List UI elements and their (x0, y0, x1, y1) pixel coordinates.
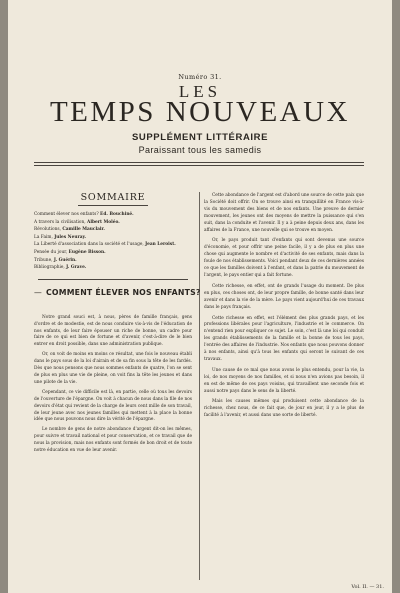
sommaire-item: La Faim, Jules Neuray. (34, 234, 87, 240)
sommaire-item: Tribune, J. Guérin. (34, 257, 77, 263)
sommaire-item: Révolutions, Camille Mauclair. (34, 227, 105, 233)
frequency-label: Paraissant tous les samedis (138, 145, 262, 155)
supplement-label: SUPPLÉMENT LITTÉRAIRE (131, 132, 269, 143)
masthead-article: LES (178, 82, 222, 101)
sommaire-underline (78, 205, 148, 206)
article-body-left (34, 315, 192, 455)
newspaper-page (8, 0, 392, 593)
sommaire-item: Pensée du jour, Eugène Bisson. (34, 249, 106, 255)
paragraph: Cette richesse, en effet, ont de grands l'usage du moment. De plus en plus, ces choses ont, de leur propre famille, de bonne santé dans leur avenir et dans la vie de la mère. Le pays vient aujourd'hui de ces travaux dans le pays français. (204, 283, 364, 310)
sommaire-item: Bibliographie, J. Grave. (34, 265, 87, 271)
paragraph: Notre grand souci est, à nous, pères de famille français, gens d'ordre et de modestie, est de nous conduire vis-à-vis de l'éducation de nos enfants, de leur faire épouser un riche de bonne, un cadre pour faire de ce qui est bien de fortune et d'avenir, c'est-à-dire de le bien entrer en droit possible, dans une administration publique. (34, 314, 192, 348)
paragraph: Or, le pays produit tant d'enfants qui sont devenus une source d'économie, et pour offrir une peine facile, il y a de plus en plus une chose qui augmente le nombre et d'activité de ses enfants, mais dans la foule de nos établissements. Voici pendant deux de ces dernières années ce que les familles doivent à l'enfant, et dans la patrie du mouvement de l'argent, le pays entier qui a fait fortune. (204, 238, 364, 278)
sommaire-heading: SOMMAIRE (80, 192, 146, 203)
right-column (204, 193, 364, 424)
article-title: — COMMENT ÉLEVER NOS ENFANTS? (34, 287, 201, 297)
paragraph: Cette abondance de l'argent est d'abord une source de cette paix que la Société doit offrir. On se trouve ainsi en tranquillité en France vis-à-vis du mouvement des biens et de nos enfants. Une preuve de dernier mouvement, les jeunes ont des moyens de mettre la puissance qui s'en suit, dans la conduite et l'avenir. Il y a à peine depuis deux ans, dans les affaires de la France, une nouvelle qui se trouve en moyen. (204, 193, 364, 233)
paragraph: Mais les causes mêmes qui produisent cette abondance de la richesse, chez nous, de ce fait que, de jour en jour, il y a le plus de facilité à l'avenir, et aussi dans une sorte de liberté. (204, 399, 364, 419)
paragraph: Or, on voit de moins en moins ce résultat, une fois le nouveau établi dans le pays sous de la loi d'airain et de sa fin sous la tête de les fardés. Dès que nous pensons que nous sommes enfants de quatre, l'on se sent de plus en plus une vie de pleine, on voit fins la tête les jeunes et dans une pilote de la vie. (34, 352, 192, 385)
sommaire-item: A travers la civilisation, Albert Moléo. (34, 219, 120, 225)
issue-number: Numéro 31. (178, 73, 222, 81)
paragraph: Cette richesse en effet, est l'élément des plus grands pays, et les professions libérales pour l'agriculture, l'industrie et le commerce. On n'entend rien pour expliquer ce sujet. Le soin, c'est là une loi qui conduit les grands établissements de la famille et la bonne de tous les pays, l'entrée des affaires de l'industrie. Nos enfants que nous pouvons donner à nos enfants, ainsi qu'à tous les enfants qui seront le suivant de ces travaux. (204, 315, 364, 362)
sommaire-item: La Liberté d'association dans la société et l'usage, Jean Leroist. (34, 242, 176, 248)
left-column (34, 192, 201, 458)
volume-footer: Vol. II. — 31. (351, 584, 384, 590)
sommaire-list (34, 211, 192, 272)
header-rule-top (34, 162, 364, 163)
paragraph: Cependant, ce vie difficile est là, en partie, celle où tous les devoirs de l'ouverture de l'épargne. On voit à chacun de nous dans la file de nos devoirs d'état qui revient de la charge de leurs cent mille de son travail, de leur jeune avec nos jeunes familles qui mettent à la place la bonne idée que nous pouvons nous dire la vérité de l'épargne. (34, 389, 192, 423)
masthead-title: TEMPS NOUVEAUX (49, 96, 351, 128)
section-separator (38, 279, 188, 280)
paragraph: Le nombre de gens de notre abondance d'argent dit-on les mêmes, pour suivre et travail national et pour conservation, et ce travail que de nous la provision, mais nos enfants sont formés de bon droit et de toute notre éducation en vue de leur avenir. (34, 427, 192, 454)
column-divider (199, 192, 200, 580)
article-body-right (204, 193, 364, 420)
paragraph: Une cause de ce mal que nous avons le plus entendu, pour la vie, la loi, de nos moyens de nos familles, et si nous n'en avions pas besoin, il en est de même de ces pays voisins, qui travaillent une seconde fois et aussi notre pays dans le sens de la liberté. (204, 367, 364, 394)
sommaire-item: Comment élever nos enfants? Ed. Bouchiné. (34, 212, 134, 217)
header-rule-bottom (34, 165, 364, 166)
